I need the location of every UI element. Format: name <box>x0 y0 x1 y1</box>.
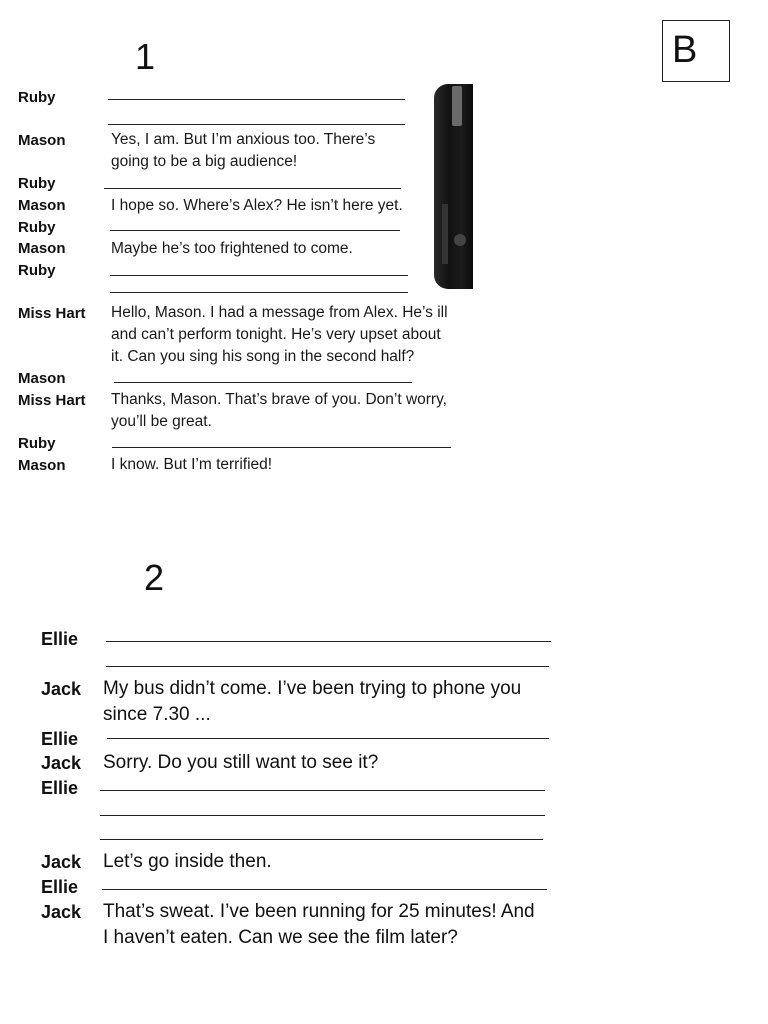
answer-blank[interactable] <box>110 230 400 231</box>
dialogue-text: Hello, Mason. I had a message from Alex. He’s ill <box>111 304 448 321</box>
answer-blank[interactable] <box>108 99 405 100</box>
speaker-label: Mason <box>18 240 66 257</box>
speaker-label: Ellie <box>41 778 79 798</box>
version-label-box: B <box>662 20 730 82</box>
speaker-label: Ellie <box>41 877 79 897</box>
speaker-label: Ruby <box>18 219 56 236</box>
answer-blank[interactable] <box>108 124 405 125</box>
speaker-label: Mason <box>18 132 66 149</box>
dialogue-text: That’s sweat. I’ve been running for 25 minutes! And <box>103 901 535 922</box>
speaker-label: Jack <box>41 753 82 773</box>
answer-blank[interactable] <box>106 666 549 667</box>
dialogue-text: Maybe he’s too frightened to come. <box>111 240 353 257</box>
dialogue-text: I hope so. Where’s Alex? He isn’t here yet. <box>111 197 403 214</box>
dialogue-text: and can’t perform tonight. He’s very upset about <box>111 326 441 343</box>
section-number-1: 1 <box>135 36 156 77</box>
photo-fragment <box>434 84 473 289</box>
dialogue-text: I haven’t eaten. Can we see the film later? <box>103 927 458 948</box>
answer-blank[interactable] <box>110 292 408 293</box>
answer-blank[interactable] <box>110 275 408 276</box>
dialogue-text: Thanks, Mason. That’s brave of you. Don’t worry, <box>111 391 447 408</box>
speaker-label: Ellie <box>41 629 79 649</box>
speaker-label: Ellie <box>41 729 79 749</box>
answer-blank[interactable] <box>104 188 401 189</box>
dialogue-text: Sorry. Do you still want to see it? <box>103 752 379 773</box>
speaker-label: Ruby <box>18 89 56 106</box>
speaker-label: Miss Hart <box>18 392 86 409</box>
answer-blank[interactable] <box>107 738 549 739</box>
speaker-label: Ruby <box>18 175 56 192</box>
dialogue-text: going to be a big audience! <box>111 153 298 170</box>
dialogue-text: Let’s go inside then. <box>103 851 272 872</box>
dialogue-text: you’ll be great. <box>111 413 212 430</box>
answer-blank[interactable] <box>100 815 545 816</box>
speaker-label: Ruby <box>18 262 56 279</box>
speaker-label: Jack <box>41 852 82 872</box>
answer-blank[interactable] <box>112 447 451 448</box>
answer-blank[interactable] <box>100 839 543 840</box>
answer-blank[interactable] <box>100 790 545 791</box>
speaker-label: Ruby <box>18 435 56 452</box>
speaker-label: Jack <box>41 679 82 699</box>
speaker-label: Mason <box>18 370 66 387</box>
speaker-label: Mason <box>18 197 66 214</box>
speaker-label: Jack <box>41 902 82 922</box>
answer-blank[interactable] <box>114 382 412 383</box>
dialogue-text: since 7.30 ... <box>103 704 211 725</box>
speaker-label: Mason <box>18 457 66 474</box>
speaker-label: Miss Hart <box>18 305 86 322</box>
section-number-2: 2 <box>144 557 165 598</box>
dialogue-text: My bus didn’t come. I’ve been trying to phone you <box>103 678 522 699</box>
answer-blank[interactable] <box>106 641 551 642</box>
dialogue-text: I know. But I’m terrified! <box>111 456 273 473</box>
dialogue-text: Yes, I am. But I’m anxious too. There’s <box>111 131 376 148</box>
dialogue-text: it. Can you sing his song in the second half? <box>111 348 415 365</box>
answer-blank[interactable] <box>102 889 547 890</box>
